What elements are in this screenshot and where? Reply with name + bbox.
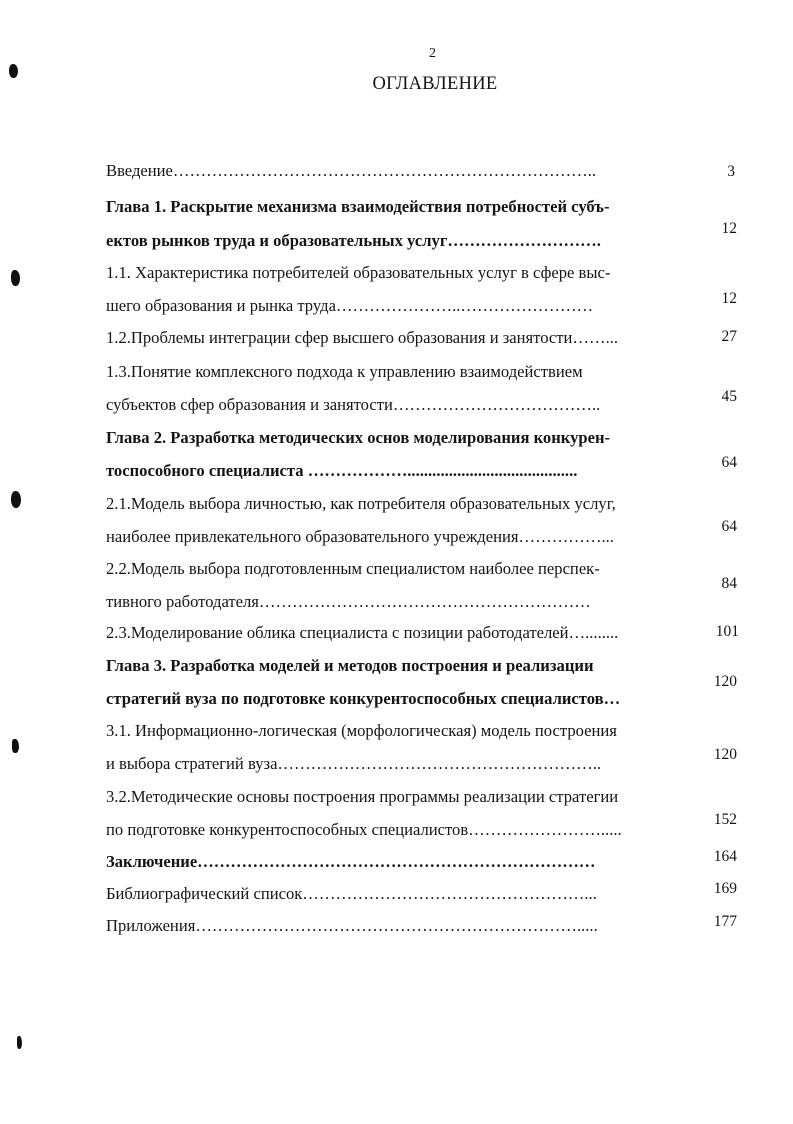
toc-entry-bibliography: Библиографический список……………………………………………... <box>106 884 597 903</box>
toc-page-chapter-1: 12 <box>721 220 737 237</box>
toc-entry-section-2-2-line-1: 2.2.Модель выбора подготовленным специалистом наиболее перспек- <box>106 559 600 578</box>
toc-page-section-1-3: 45 <box>721 388 737 405</box>
toc-entry-chapter-3-line-2: стратегий вуза по подготовке конкурентоспособных специалистов… <box>106 689 621 708</box>
toc-page-section-2-3: 101 <box>715 623 739 640</box>
toc-page-section-2-1: 64 <box>721 518 737 535</box>
toc-entry-section-2-3: 2.3.Моделирование облика специалиста с позиции работодателей…........ <box>106 623 619 642</box>
binding-hole-mark <box>12 739 19 753</box>
toc-page-introduction: 3 <box>727 163 735 180</box>
binding-hole-mark <box>9 64 18 78</box>
toc-page-section-3-2: 152 <box>713 811 737 828</box>
toc-page-chapter-2: 64 <box>721 454 737 471</box>
toc-entry-introduction: Введение………………………………………………………………….. <box>106 161 597 180</box>
toc-entry-section-3-2-line-2: по подготовке конкурентоспособных специалистов……………………..... <box>106 820 622 839</box>
toc-entry-section-1-3-line-2: субъектов сфер образования и занятости……………………………….. <box>106 395 601 414</box>
toc-page-section-2-2: 84 <box>721 575 737 592</box>
toc-page-section-1-1: 12 <box>721 290 737 307</box>
toc-entry-section-3-1-line-1: 3.1. Информационно-логическая (морфологическая) модель построения <box>106 721 617 740</box>
toc-page-conclusion: 164 <box>713 848 737 865</box>
toc-entry-section-1-1-line-1: 1.1. Характеристика потребителей образовательных услуг в сфере выс- <box>106 263 611 282</box>
toc-page-chapter-3: 120 <box>713 673 737 690</box>
toc-entry-section-1-2: 1.2.Проблемы интеграции сфер высшего образования и занятости……... <box>106 328 619 347</box>
page-number: 2 <box>429 46 436 61</box>
toc-entry-section-2-2-line-2: тивного работодателя…………………………………………………… <box>106 592 591 611</box>
toc-entry-chapter-1-line-2: ектов рынков труда и образовательных услуг………………………. <box>106 231 601 250</box>
toc-page-appendices: 177 <box>713 913 737 930</box>
toc-entry-section-3-1-line-2: и выбора стратегий вуза………………………………………………….. <box>106 754 602 773</box>
toc-entry-conclusion: Заключение……………………………………………………………… <box>106 852 596 871</box>
toc-entry-section-2-1-line-2: наиболее привлекательного образовательного учреждения……………... <box>106 527 614 546</box>
toc-entry-appendices: Приложения……………………………………………………………..... <box>106 916 598 935</box>
binding-hole-mark <box>17 1036 22 1049</box>
binding-hole-mark <box>11 491 21 508</box>
toc-entry-chapter-3-line-1: Глава 3. Разработка моделей и методов построения и реализации <box>106 656 594 675</box>
toc-entry-section-1-3-line-1: 1.3.Понятие комплексного подхода к управлению взаимодействием <box>106 362 583 381</box>
toc-entry-section-3-2-line-1: 3.2.Методические основы построения программы реализации стратегии <box>106 787 619 806</box>
toc-entry-section-2-1-line-1: 2.1.Модель выбора личностью, как потребителя образовательных услуг, <box>106 494 616 513</box>
toc-page-bibliography: 169 <box>713 880 737 897</box>
toc-page-section-3-1: 120 <box>713 746 737 763</box>
toc-entry-section-1-1-line-2: шего образования и рынка труда…………………..…………………… <box>106 296 594 315</box>
toc-page-section-1-2: 27 <box>721 328 737 345</box>
binding-hole-mark <box>11 270 20 286</box>
toc-entry-chapter-2-line-2: тоспособного специалиста ………………......................................... <box>106 461 578 480</box>
toc-entry-chapter-2-line-1: Глава 2. Разработка методических основ моделирования конкурен- <box>106 428 611 447</box>
page-title: ОГЛАВЛЕНИЕ <box>372 74 498 94</box>
toc-entry-chapter-1-line-1: Глава 1. Раскрытие механизма взаимодействия потребностей субъ- <box>106 197 610 216</box>
